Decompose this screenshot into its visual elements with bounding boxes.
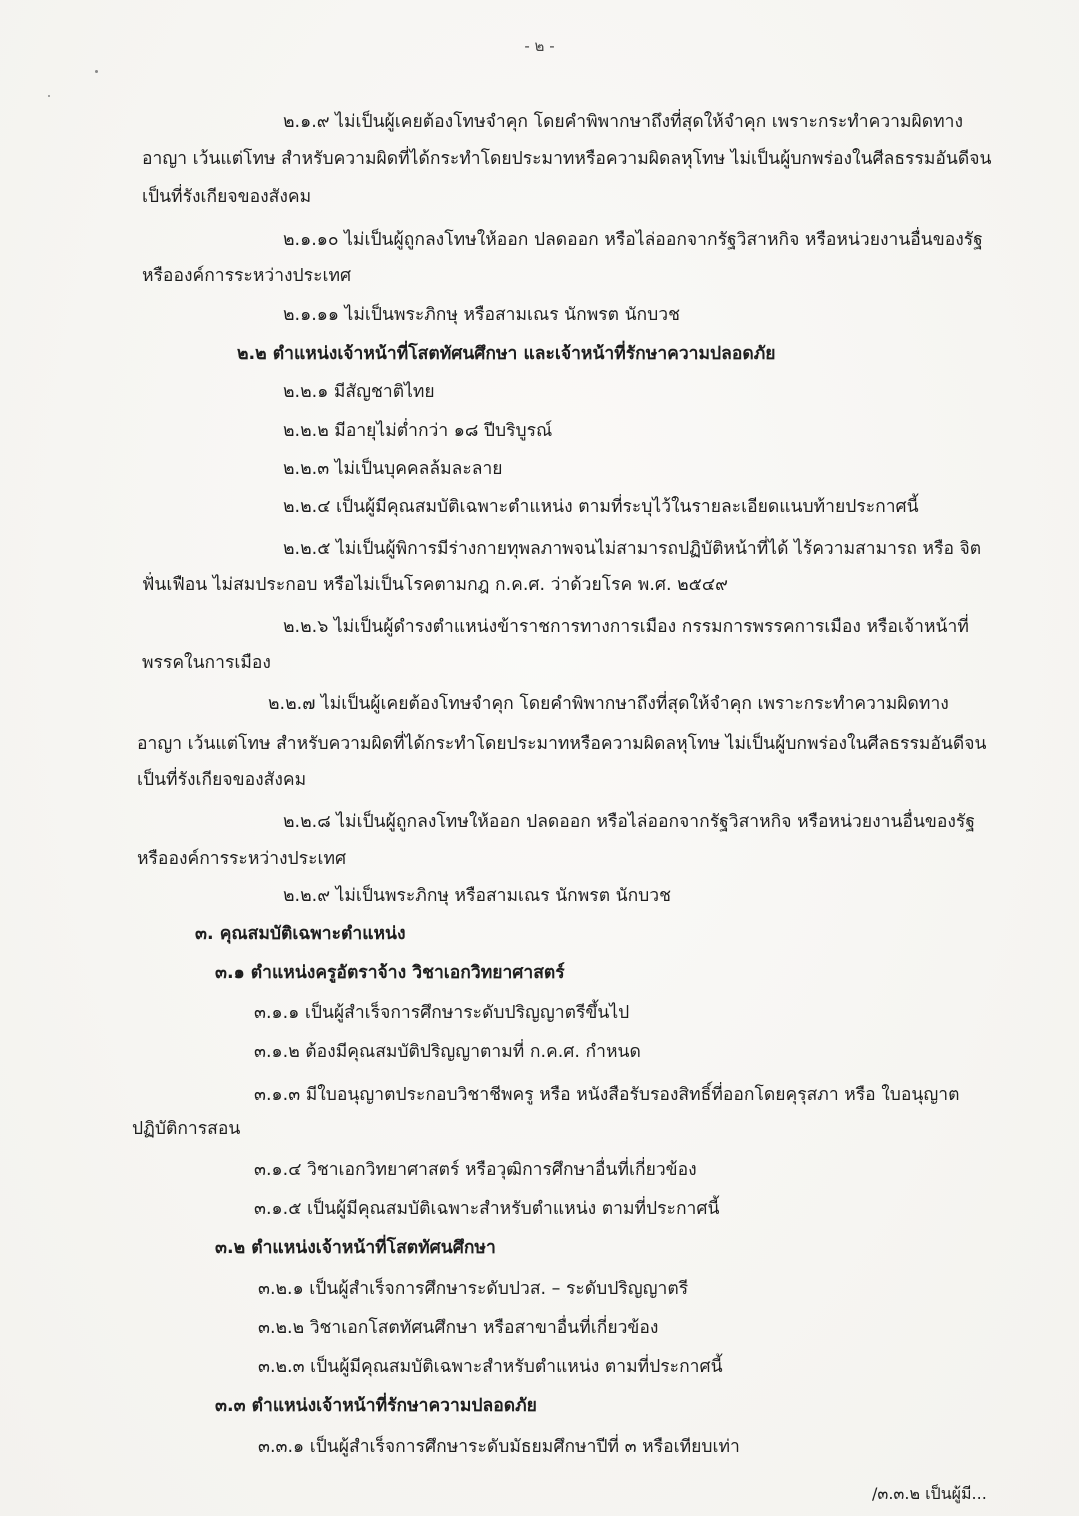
text-line: ๓.๑.๓ มีใบอนุญาตประกอบวิชาชีพครู หรือ หนังสือรับรองสิทธิ์ที่ออกโดยคุรุสภา หรือ ใบอนุญาต (254, 1085, 960, 1105)
text-line: อาญา เว้นแต่โทษ สำหรับความผิดที่ได้กระทำโดยประมาทหรือความผิดลหุโทษ ไม่เป็นผู้บกพร่องในศีลธรรมอันดีจน (137, 734, 987, 754)
subsection-heading: ๓.๓ ตำแหน่งเจ้าหน้าที่รักษาความปลอดภัย (215, 1396, 537, 1416)
text-line: ๓.๒.๑ เป็นผู้สำเร็จการศึกษาระดับปวส. – ระดับปริญญาตรี (258, 1279, 689, 1299)
scan-speck (95, 70, 98, 73)
text-line: ๓.๑.๔ วิชาเอกวิทยาศาสตร์ หรือวุฒิการศึกษาอื่นที่เกี่ยวข้อง (254, 1160, 697, 1180)
text-line: ๒.๒.๑ มีสัญชาติไทย (283, 382, 435, 402)
page-number: - ๒ - (524, 37, 555, 55)
text-line: ๒.๒.๘ ไม่เป็นผู้ถูกลงโทษให้ออก ปลดออก หรือไล่ออกจากรัฐวิสาหกิจ หรือหน่วยงานอื่นของรัฐ (283, 812, 975, 832)
text-line: ๒.๑.๑๐ ไม่เป็นผู้ถูกลงโทษให้ออก ปลดออก หรือไล่ออกจากรัฐวิสาหกิจ หรือหน่วยงานอื่นของรัฐ (283, 230, 983, 250)
scan-speck (48, 95, 50, 97)
text-line: ๒.๒.๕ ไม่เป็นผู้พิการมีร่างกายทุพลภาพจนไม่สามารถปฏิบัติหน้าที่ได้ ไร้ความสามารถ หรือ จิต (283, 539, 982, 559)
text-line: พรรคในการเมือง (142, 653, 271, 673)
section-heading: ๓. คุณสมบัติเฉพาะตำแหน่ง (195, 924, 406, 944)
text-line: ๒.๑.๑๑ ไม่เป็นพระภิกษุ หรือสามเณร นักพรต นักบวช (283, 305, 680, 325)
text-line: หรือองค์การระหว่างประเทศ (137, 849, 347, 869)
text-line: หรือองค์การระหว่างประเทศ (142, 266, 352, 286)
text-line: อาญา เว้นแต่โทษ สำหรับความผิดที่ได้กระทำโดยประมาทหรือความผิดลหุโทษ ไม่เป็นผู้บกพร่องในศีลธรรมอันดีจน (142, 149, 992, 169)
section-heading: ๒.๒ ตำแหน่งเจ้าหน้าที่โสตทัศนศึกษา และเจ้าหน้าที่รักษาความปลอดภัย (237, 344, 776, 364)
text-line: ๒.๒.๖ ไม่เป็นผู้ดำรงตำแหน่งข้าราชการทางการเมือง กรรมการพรรคการเมือง หรือเจ้าหน้าที่ (283, 617, 969, 637)
text-line: ๒.๑.๙ ไม่เป็นผู้เคยต้องโทษจำคุก โดยคำพิพากษาถึงที่สุดให้จำคุก เพราะกระทำความผิดทาง (283, 112, 964, 132)
text-line: ๓.๒.๒ วิชาเอกโสตทัศนศึกษา หรือสาขาอื่นที่เกี่ยวข้อง (258, 1318, 659, 1338)
text-line: ๒.๒.๔ เป็นผู้มีคุณสมบัติเฉพาะตำแหน่ง ตามที่ระบุไว้ในรายละเอียดแนบท้ายประกาศนี้ (283, 497, 919, 517)
text-line: ๓.๑.๑ เป็นผู้สำเร็จการศึกษาระดับปริญญาตรีขึ้นไป (254, 1003, 630, 1023)
subsection-heading: ๓.๒ ตำแหน่งเจ้าหน้าที่โสตทัศนศึกษา (215, 1238, 496, 1258)
text-line: เป็นที่รังเกียจของสังคม (137, 770, 307, 790)
text-line: ๒.๒.๓ ไม่เป็นบุคคลล้มละลาย (283, 459, 503, 479)
text-line: ฟั่นเฟือน ไม่สมประกอบ หรือไม่เป็นโรคตามกฎ ก.ค.ศ. ว่าด้วยโรค พ.ศ. ๒๕๔๙ (142, 575, 728, 595)
text-line: ๒.๒.๙ ไม่เป็นพระภิกษุ หรือสามเณร นักพรต นักบวช (283, 886, 671, 906)
text-line: ๓.๑.๕ เป็นผู้มีคุณสมบัติเฉพาะสำหรับตำแหน่ง ตามที่ประกาศนี้ (254, 1199, 720, 1219)
continuation-marker: /๓.๓.๒ เป็นผู้มี... (872, 1484, 987, 1503)
text-line: ๓.๒.๓ เป็นผู้มีคุณสมบัติเฉพาะสำหรับตำแหน่ง ตามที่ประกาศนี้ (258, 1357, 723, 1377)
text-line: ๓.๑.๒ ต้องมีคุณสมบัติปริญญาตามที่ ก.ค.ศ. กำหนด (254, 1042, 641, 1062)
text-line: ๓.๓.๑ เป็นผู้สำเร็จการศึกษาระดับมัธยมศึกษาปีที่ ๓ หรือเทียบเท่า (258, 1437, 740, 1457)
text-line: ๒.๒.๒ มีอายุไม่ต่ำกว่า ๑๘ ปีบริบูรณ์ (283, 421, 553, 441)
subsection-heading: ๓.๑ ตำแหน่งครูอัตราจ้าง วิชาเอกวิทยาศาสตร์ (215, 963, 565, 983)
text-line: ปฏิบัติการสอน (132, 1119, 241, 1139)
text-line: เป็นที่รังเกียจของสังคม (142, 187, 312, 207)
text-line: ๒.๒.๗ ไม่เป็นผู้เคยต้องโทษจำคุก โดยคำพิพากษาถึงที่สุดให้จำคุก เพราะกระทำความผิดทาง (268, 694, 949, 714)
